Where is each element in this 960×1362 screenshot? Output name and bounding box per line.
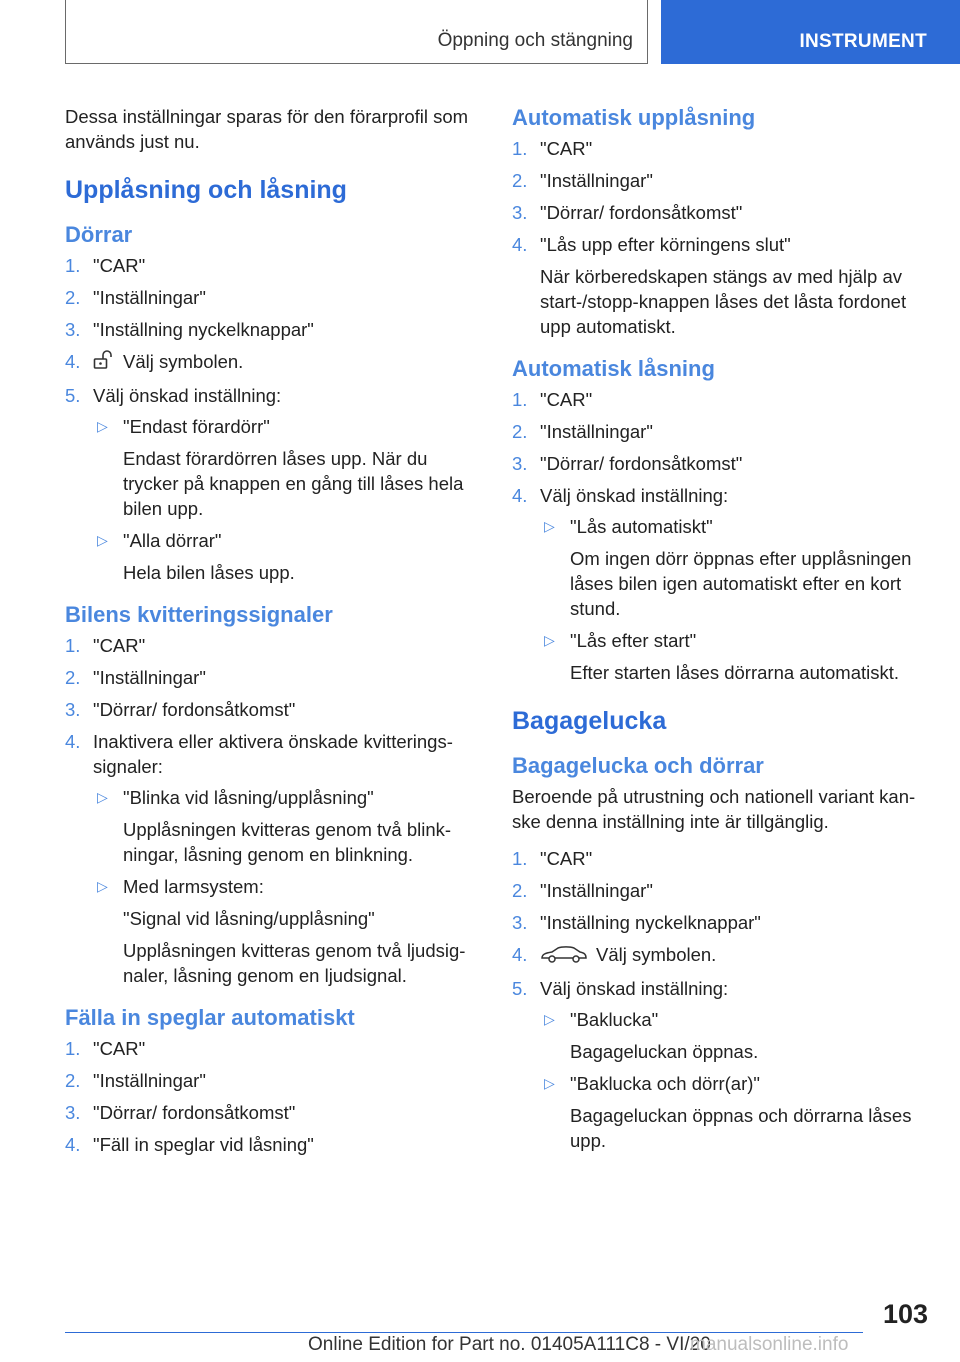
list-item	[512, 387, 932, 412]
step-number: 5.	[65, 385, 81, 407]
steps-bagagelucka	[512, 846, 932, 1153]
list-item	[512, 136, 932, 161]
header-section-title: Öppning och stängning	[437, 30, 633, 51]
heading-kvittering: Bilens kvitteringssignaler	[65, 602, 333, 628]
step-number: 3.	[65, 1102, 81, 1124]
option-description: Bagageluckan öppnas och dörrarna låses upp.	[570, 1104, 912, 1151]
step-text: Välj önskad inställning:	[540, 977, 729, 999]
steps-dorrar	[65, 253, 485, 585]
step-number: 1.	[65, 255, 81, 276]
heading-dorrar: Dörrar	[65, 222, 133, 247]
list-item	[65, 697, 485, 722]
triangle-bullet-icon: ▷	[544, 1010, 555, 1027]
option-description: Bagageluckan öppnas.	[570, 1040, 759, 1062]
step-number: 2.	[65, 1070, 81, 1092]
header-section-box	[65, 0, 648, 64]
step-text: "Inställningar"	[540, 421, 653, 442]
list-item	[65, 253, 485, 278]
edition-text: Online Edition for Part no. 01405A111C8 - VI/20	[308, 1334, 711, 1355]
triangle-bullet-icon: ▷	[97, 532, 108, 549]
options-kvittering	[93, 785, 485, 988]
step-number: 2.	[512, 170, 528, 191]
step-number: 2.	[512, 880, 528, 901]
header-chapter-tab[interactable]	[661, 0, 960, 64]
triangle-bullet-icon: ▷	[544, 518, 555, 534]
step-number: 1.	[512, 848, 528, 869]
list-item	[512, 976, 932, 1153]
list-item	[65, 1132, 485, 1157]
list-item	[65, 285, 485, 310]
step-number: 3.	[512, 912, 528, 933]
step-description: När körberedskapen stängs av med hjälp av start-/stopp-knappen låses det låsta fordonet upp automatiskt.	[540, 266, 907, 337]
step-number: 4.	[65, 1134, 81, 1156]
step-number: 3.	[512, 202, 528, 223]
step-text: "Dörrar/ fordonsåtkomst"	[540, 453, 743, 474]
option-text: "Blinka vid låsning/upplåsning"	[123, 787, 374, 809]
step-text: "Fäll in speglar vid låsning"	[93, 1134, 314, 1156]
list-item	[512, 200, 932, 225]
heading-automatisk-lasning: Automatisk låsning	[512, 356, 715, 381]
step-number: 4.	[65, 351, 81, 372]
option-description: Endast förardörren låses upp. När du trycker på knappen en gång till låses hela bilen upp.	[123, 448, 464, 520]
left-column	[65, 104, 485, 1164]
car-outline-icon	[540, 944, 588, 969]
heading-automatisk-upplasning: Automatisk upplåsning	[512, 105, 756, 130]
step-number: 2.	[65, 667, 81, 689]
watermark: manualsonline.info	[690, 1334, 849, 1355]
intro-text: Dessa inställningar sparas för den förarprofil som används just nu.	[65, 106, 469, 152]
step-text: "Inställningar"	[93, 667, 206, 689]
list-item	[512, 232, 932, 339]
heading-bagagelucka-dorrar: Bagagelucka och dörrar	[512, 753, 764, 778]
header-chapter-title: INSTRUMENT	[799, 31, 927, 52]
list-item	[540, 514, 932, 621]
step-text: "Inställningar"	[93, 1070, 206, 1092]
step-number: 4.	[65, 731, 81, 753]
option-text: "Baklucka"	[570, 1008, 659, 1030]
step-text: Välj önskad inställning:	[93, 385, 282, 407]
option-text: "Alla dörrar"	[123, 530, 222, 552]
list-item	[65, 633, 485, 658]
list-item	[65, 665, 485, 690]
list-item	[512, 483, 932, 685]
list-item	[512, 419, 932, 444]
step-text: "Dörrar/ fordonsåtkomst"	[93, 699, 296, 721]
option-text: "Lås efter start"	[570, 630, 697, 651]
list-item	[512, 878, 932, 903]
step-number: 4.	[512, 485, 528, 506]
step-text: "CAR"	[93, 1038, 146, 1060]
list-item	[512, 942, 932, 969]
steps-speglar	[65, 1036, 485, 1157]
step-number: 3.	[512, 453, 528, 474]
step-text: "CAR"	[540, 848, 593, 869]
option-text: "Baklucka och dörr(ar)"	[570, 1072, 760, 1094]
heading-speglar: Fälla in speglar automatiskt	[65, 1005, 355, 1031]
steps-kvittering	[65, 633, 485, 988]
list-item	[65, 317, 485, 342]
step-text: Välj symbolen.	[123, 351, 244, 372]
step-text: "CAR"	[93, 635, 146, 657]
step-number: 4.	[512, 944, 528, 965]
list-item	[512, 846, 932, 871]
list-item	[93, 874, 485, 988]
triangle-bullet-icon: ▷	[97, 789, 108, 806]
list-item	[93, 785, 485, 867]
list-item	[540, 1071, 932, 1153]
step-text: "Inställning nyckelknappar"	[93, 319, 314, 340]
heading-upplasning: Upplåsning och låsning	[65, 176, 347, 204]
options-autolas	[540, 514, 932, 685]
step-number: 2.	[512, 421, 528, 442]
option-description: Hela bilen låses upp.	[123, 562, 295, 584]
option-text: "Lås automatiskt"	[570, 516, 713, 537]
list-item	[65, 383, 485, 585]
list-item	[512, 451, 932, 476]
list-item	[65, 1068, 485, 1093]
option-description: Upplåsningen kvitteras genom två blinkningar, låsning genom en blinkning.	[123, 819, 452, 866]
step-text: "CAR"	[540, 138, 593, 159]
triangle-bullet-icon: ▷	[544, 1074, 555, 1091]
right-column	[512, 104, 932, 1160]
step-text: "Dörrar/ fordonsåtkomst"	[540, 202, 743, 223]
step-text: "Lås upp efter körningens slut"	[540, 234, 791, 255]
triangle-bullet-icon: ▷	[544, 632, 555, 648]
step-number: 3.	[65, 319, 81, 340]
list-item	[540, 1007, 932, 1064]
step-text: "CAR"	[540, 389, 593, 410]
step-text: "CAR"	[93, 255, 146, 276]
list-item	[93, 414, 485, 521]
options-dorrar	[93, 414, 485, 585]
bagagelucka-intro: Beroende på utrustning och nationell variant kanske denna inställning inte är tillgänglig.	[512, 786, 916, 832]
steps-autoupp	[512, 136, 932, 339]
step-number: 3.	[65, 699, 81, 721]
step-number: 1.	[512, 389, 528, 410]
step-text: "Dörrar/ fordonsåtkomst"	[93, 1102, 296, 1124]
option-description: "Signal vid låsning/upplåsning"	[123, 908, 375, 930]
step-text: "Inställningar"	[93, 287, 206, 308]
options-bagagelucka	[540, 1007, 932, 1153]
step-number: 2.	[65, 287, 81, 308]
step-text: Välj symbolen.	[596, 944, 717, 965]
heading-bagagelucka: Bagagelucka	[512, 707, 667, 735]
footer-divider	[65, 1332, 863, 1333]
list-item	[65, 349, 485, 376]
step-text: "Inställning nyckelknappar"	[540, 912, 761, 933]
page-number: 103	[882, 1299, 928, 1329]
step-text: Välj önskad inställning:	[540, 485, 729, 506]
step-number: 4.	[512, 234, 528, 255]
triangle-bullet-icon: ▷	[97, 418, 108, 435]
option-description: Upplåsningen kvitteras genom två ljudsignaler, låsning genom en ljudsignal.	[123, 940, 466, 987]
step-number: 1.	[512, 138, 528, 159]
list-item	[512, 168, 932, 193]
option-text: Med larmsystem:	[123, 876, 264, 898]
option-description: Om ingen dörr öppnas efter upplåsningen låses bilen igen automatiskt efter en kort stund.	[570, 548, 912, 619]
list-item	[65, 1036, 485, 1061]
step-text: "Inställningar"	[540, 880, 653, 901]
step-number: 1.	[65, 1038, 81, 1060]
list-item	[65, 729, 485, 988]
steps-autolas	[512, 387, 932, 685]
list-item	[65, 1100, 485, 1125]
padlock-open-icon	[93, 350, 115, 376]
list-item	[512, 910, 932, 935]
step-text: "Inställningar"	[540, 170, 653, 191]
triangle-bullet-icon: ▷	[97, 878, 108, 895]
list-item	[540, 628, 932, 685]
list-item	[93, 528, 485, 585]
step-number: 5.	[512, 977, 528, 999]
step-text: Inaktivera eller aktivera önskade kvitteringssignaler:	[93, 731, 453, 778]
option-description: Efter starten låses dörrarna automatiskt.	[570, 662, 900, 683]
step-number: 1.	[65, 635, 81, 657]
option-text: "Endast förardörr"	[123, 416, 270, 438]
